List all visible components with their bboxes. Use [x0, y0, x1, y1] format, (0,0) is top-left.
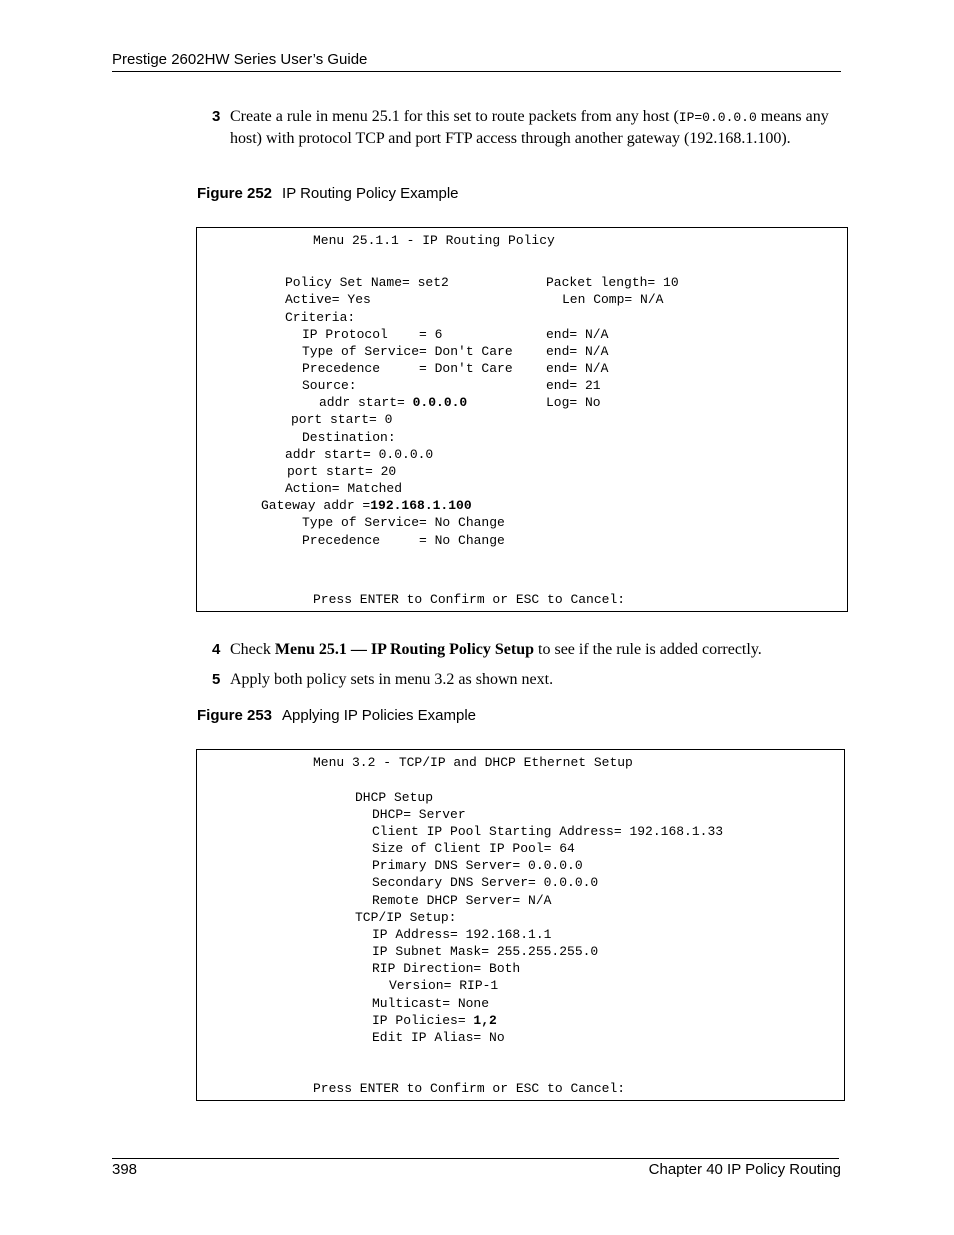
screen-line: Version= RIP-1 [389, 978, 499, 993]
screen-line: Criteria: [285, 310, 356, 325]
screen-line: port start= 0 [291, 412, 393, 427]
step-4 [212, 640, 832, 661]
screen-line: Source: [302, 378, 357, 393]
terminal-screen [196, 749, 845, 1101]
step-number: 4 [212, 641, 221, 658]
header-divider [112, 71, 841, 72]
highlighted-value: 0.0.0.0 [412, 395, 468, 410]
screen-line: IP Address= 192.168.1.1 [372, 927, 552, 942]
screen-line: Type of Service= No Change [302, 515, 505, 530]
screen-line: Remote DHCP Server= N/A [372, 893, 552, 908]
screen-line: Multicast= None [372, 996, 490, 1011]
screen-line: Policy Set Name= set2 [285, 275, 449, 290]
inline-code: IP=0.0.0.0 [678, 110, 757, 125]
screen-line: addr start= 0.0.0.0 [285, 447, 434, 462]
step-5 [212, 670, 832, 691]
screen-title: Menu 25.1.1 - IP Routing Policy [313, 233, 555, 248]
step-number: 5 [212, 671, 221, 688]
screen-line: Secondary DNS Server= 0.0.0.0 [372, 875, 599, 890]
screen-line: Primary DNS Server= 0.0.0.0 [372, 858, 583, 873]
screen-line: Size of Client IP Pool= 64 [372, 841, 575, 856]
highlighted-value: 1,2 [473, 1013, 497, 1028]
page-header-title: Prestige 2602HW Series User’s Guide [112, 51, 368, 68]
figure-label: Figure 252 [197, 185, 273, 202]
figure-label: Figure 253 [197, 707, 273, 724]
screen-line: Precedence = Don't Care [302, 361, 513, 376]
screen-line: addr start= 0.0.0.0 [319, 395, 468, 410]
screen-line: RIP Direction= Both [372, 961, 521, 976]
screen-line: Log= No [546, 395, 601, 410]
figure-caption [197, 707, 476, 724]
screen-line: Type of Service= Don't Care [302, 344, 513, 359]
screen-line: end= N/A [546, 361, 609, 376]
screen-line: Action= Matched [285, 481, 403, 496]
step-text: Apply both policy sets in menu 3.2 as shown next. [230, 671, 554, 688]
screen-line: Gateway addr =192.168.1.100 [261, 498, 472, 513]
screen-line: DHCP= Server [372, 807, 466, 822]
screen-line: IP Protocol = 6 [302, 327, 443, 342]
page-number: 398 [112, 1161, 138, 1178]
screen-line: DHCP Setup [355, 790, 434, 805]
screen-title: Menu 3.2 - TCP/IP and DHCP Ethernet Setup [313, 755, 633, 770]
screen-line: end= N/A [546, 344, 609, 359]
screen-line: end= N/A [546, 327, 609, 342]
step-text: Check Menu 25.1 — IP Routing Policy Setup to see if the rule is added correctly. [230, 641, 762, 658]
footer-divider [112, 1158, 839, 1159]
menu-reference: Menu 25.1 — IP Routing Policy Setup [274, 641, 535, 658]
screen-line: Edit IP Alias= No [372, 1030, 505, 1045]
screen-line: IP Subnet Mask= 255.255.255.0 [372, 944, 599, 959]
step-number: 3 [212, 108, 221, 125]
screen-prompt: Press ENTER to Confirm or ESC to Cancel: [313, 1081, 626, 1096]
terminal-screen [196, 227, 848, 612]
screen-prompt: Press ENTER to Confirm or ESC to Cancel: [313, 592, 626, 607]
step-text: Create a rule in menu 25.1 for this set to route packets from any host (IP=0.0.0.0 means any host) with protocol TCP and port FTP access through another gateway (192.168.1.100). [230, 108, 829, 147]
screen-line: end= 21 [546, 378, 601, 393]
screen-line: TCP/IP Setup: [355, 910, 457, 925]
screen-line: Client IP Pool Starting Address= 192.168.1.33 [372, 824, 724, 839]
screen-line: Packet length= 10 [546, 275, 679, 290]
chapter-title: Chapter 40 IP Policy Routing [648, 1161, 841, 1178]
highlighted-value: 192.168.1.100 [370, 498, 472, 513]
screen-line: Precedence = No Change [302, 533, 505, 548]
screen-line: port start= 20 [287, 464, 397, 479]
step-3 [212, 107, 832, 149]
screen-line: Destination: [302, 430, 396, 445]
screen-line: Len Comp= N/A [562, 292, 664, 307]
screen-line: Active= Yes [285, 292, 371, 307]
screen-line: IP Policies= 1,2 [372, 1013, 497, 1028]
figure-caption [197, 185, 459, 202]
figure-title: Applying IP Policies Example [282, 707, 477, 724]
figure-title: IP Routing Policy Example [282, 185, 459, 202]
